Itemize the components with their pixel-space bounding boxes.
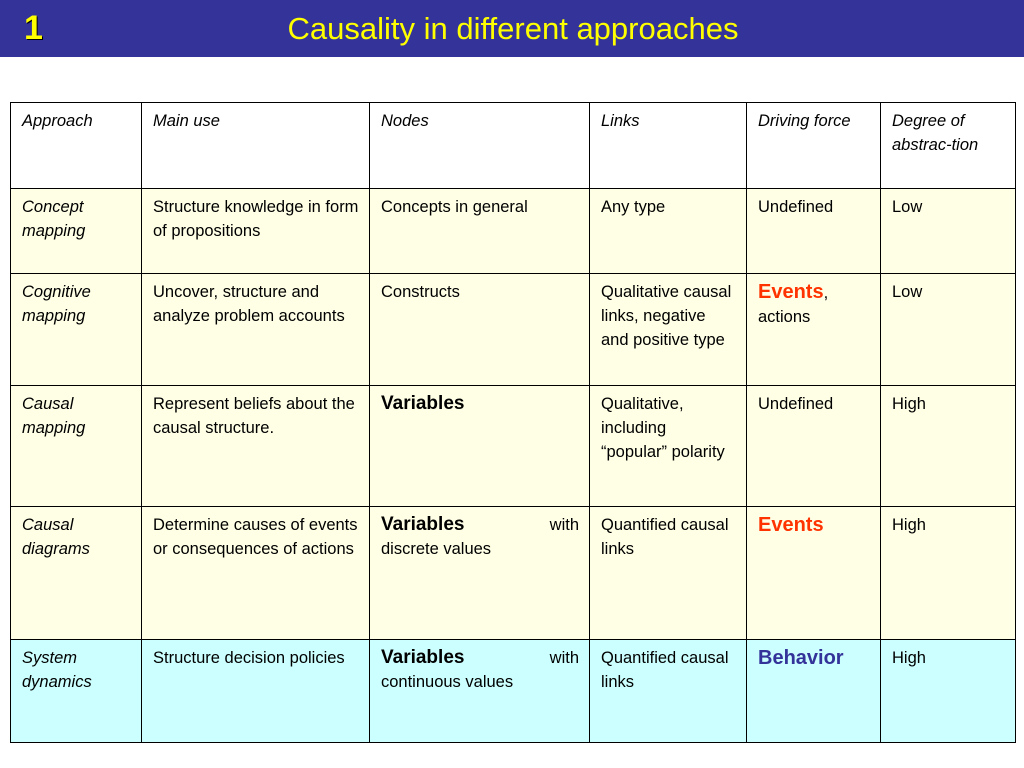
cell-driving-force: [747, 640, 881, 743]
slide-title-text: Causality in different approaches: [287, 11, 739, 46]
cell-nodes: [370, 640, 590, 743]
header-nodes: Nodes: [370, 103, 590, 189]
cell-links: Qualitative, including “popular” polarity: [590, 386, 747, 507]
causality-table: [10, 102, 1016, 743]
cell-degree: Low: [881, 189, 1016, 274]
header-driving-force: Driving force: [747, 103, 881, 189]
cell-links: Quantified causal links: [590, 507, 747, 640]
cell-driving-force: Undefined: [747, 386, 881, 507]
cell-degree: Low: [881, 274, 1016, 386]
nodes-variables: Variables: [381, 514, 465, 535]
nodes-rest-first: with: [549, 516, 579, 534]
cell-degree: High: [881, 507, 1016, 640]
cell-links: Qualitative causal links, negative and positive type: [590, 274, 747, 386]
cell-main-use: Uncover, structure and analyze problem accounts: [142, 274, 370, 386]
header-links: Links: [590, 103, 747, 189]
cell-approach: System dynamics: [11, 640, 142, 743]
table-header-row: [11, 103, 1016, 189]
driving-force-rest: , actions: [758, 284, 829, 326]
nodes-variables: Variables: [381, 393, 465, 414]
cell-nodes: [370, 507, 590, 640]
cell-links: Any type: [590, 189, 747, 274]
cell-driving-force: [747, 507, 881, 640]
cell-main-use: Structure decision policies: [142, 640, 370, 743]
nodes-rest-first: with: [549, 649, 579, 667]
header-degree-of-abstraction: Degree of abstrac-tion: [881, 103, 1016, 189]
cell-driving-force: [747, 274, 881, 386]
title-bar: [0, 0, 1024, 57]
cell-driving-force: Undefined: [747, 189, 881, 274]
nodes-rest: discrete values: [381, 540, 492, 558]
cell-approach: Cognitive mapping: [11, 274, 142, 386]
nodes-rest: continuous values: [381, 673, 514, 691]
cell-approach: Causal diagrams: [11, 507, 142, 640]
header-approach: Approach: [11, 103, 142, 189]
cell-approach: Causal mapping: [11, 386, 142, 507]
cell-main-use: Represent beliefs about the causal structure.: [142, 386, 370, 507]
cell-degree: High: [881, 386, 1016, 507]
driving-force-events: Events: [758, 514, 824, 536]
slide-number: 1: [24, 9, 43, 47]
table-row: [11, 640, 1016, 743]
table-row: [11, 189, 1016, 274]
table-row: [11, 507, 1016, 640]
driving-force-events: Events: [758, 281, 824, 303]
cell-main-use: Determine causes of events or consequences of actions: [142, 507, 370, 640]
cell-degree: High: [881, 640, 1016, 743]
driving-force-behavior: Behavior: [758, 647, 844, 669]
cell-main-use: Structure knowledge in form of propositions: [142, 189, 370, 274]
cell-nodes: Constructs: [370, 274, 590, 386]
table-row: [11, 274, 1016, 386]
cell-approach: Concept mapping: [11, 189, 142, 274]
table-row: [11, 386, 1016, 507]
cell-nodes: Concepts in general: [370, 189, 590, 274]
cell-links: Quantified causal links: [590, 640, 747, 743]
cell-nodes: [370, 386, 590, 507]
slide-title: [0, 9, 1024, 49]
header-main-use: Main use: [142, 103, 370, 189]
nodes-variables: Variables: [381, 647, 465, 668]
